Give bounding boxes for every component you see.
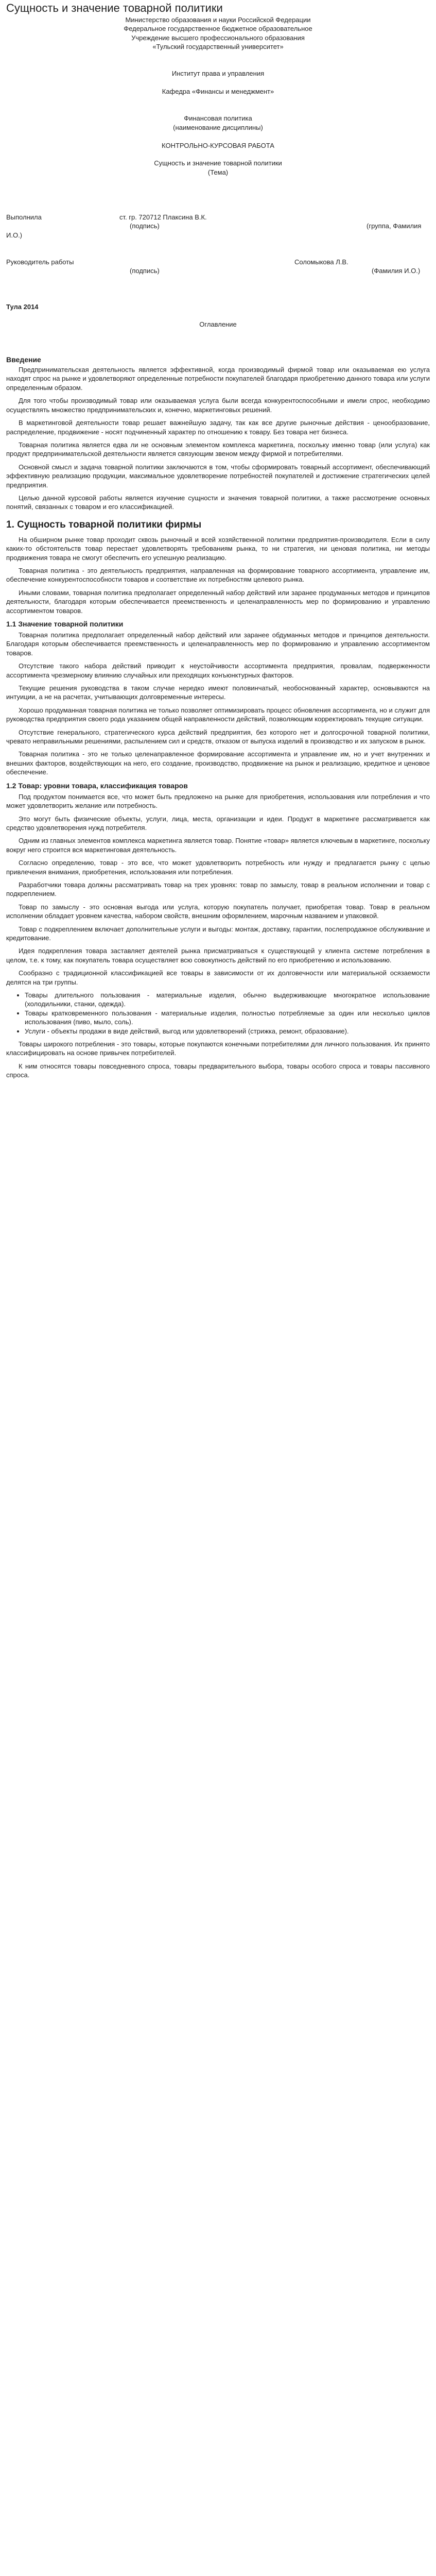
university-line: «Тульский государственный университет»: [152, 43, 284, 51]
student-info: ст. гр. 720712 Плаксина В.К.: [119, 213, 207, 221]
group-note: (группа, Фамилия: [367, 222, 422, 230]
subsection-paragraph: Текущие решения руководства в таком случае нередко имеют половинчатый, необоснованный характер, основываются на интуиции, а не на расчетах, учитывающих долговременные интересы.: [6, 684, 430, 701]
signature-note: (подпись): [130, 222, 160, 230]
subsection-paragraph: Отсутствие такого набора действий приводит к неустойчивости ассортимента предприятия, провалам, подверженности ассортимента чрезмерному влиянию случайных или преходящих конъюнктурных факторов.: [6, 662, 430, 679]
institution-type-line-2: Учреждение высшего профессионального образования: [131, 33, 305, 42]
supervisor-note: (Фамилия И.О.): [372, 267, 421, 275]
work-type-line: КОНТРОЛЬНО-КУРСОВАЯ РАБОТА: [162, 141, 274, 149]
section1-paragraph: На обширном рынке товар проходит сквозь рыночный и всей хозяйственной политики предприятия-производителя. Если в силу каких-то обстоятельств товар перестает удовлетворять требованиям рынка, то ни стратегия, ни ценовая политика, ни методы продвижения товара не смогут обеспечить его успешную реализацию.: [6, 535, 430, 562]
section1-body: [6, 535, 430, 615]
intro-paragraph: В маркетинговой деятельности товар решает важнейшую задачу, так как все другие рыночные действия - ценообразование, распределение, продвижение - носят подчиненный характер по отношению к товару. Без товара нет бизнеса.: [6, 419, 430, 436]
subsection-1-2-body: [6, 792, 430, 1080]
toc-heading: Оглавление: [199, 320, 237, 329]
intro-paragraph: Для того чтобы производимый товар или оказываемая услуга были всегда конкурентоспособными и имели спрос, необходимо осуществлять множество предпринимательских и, конечно, маркетинговых решений.: [6, 397, 430, 414]
list-item: • Товары длительного пользования - материальные изделия, обычно выдерживающие многократное использование (холодильники, станки, одежда).: [25, 991, 430, 1009]
discipline-note: (наименование дисциплины): [173, 123, 263, 131]
subsection-1-1-body: [6, 631, 430, 777]
subsection-paragraph: Идея подкрепления товара заставляет деятелей рынка присматриваться к существующей у клиента системе потребления в целом, т.е. к тому, как покупатель товара осуществляет всю совокупность действий по его приобретению и использованию.: [6, 947, 430, 964]
topic-line: Сущность и значение товарной политики: [154, 159, 282, 167]
intro-paragraph: Основной смысл и задача товарной политики заключаются в том, чтобы сформировать товарный ассортимент, обеспечивающий эффективную реализацию продукции, максимальное удовлетворение потребностей покупателей и достижение стратегических целей предприятия.: [6, 463, 430, 489]
supervisor-name: Соломыкова Л.В.: [294, 258, 348, 266]
student-row: [6, 213, 430, 222]
intro-paragraph: Целью данной курсовой работы является изучение сущности и значения товарной политики, а также рассмотрение основных понятий, связанных с товаром и его классификацией.: [6, 494, 430, 511]
student-label: Выполнила: [6, 213, 42, 221]
ministry-line: Министерство образования и науки Российской Федерации: [125, 16, 311, 24]
section1-paragraph: Иными словами, товарная политика предполагает определенный набор действий или заранее продуманных методов и принципов деятельности, благодаря которым обеспечивается преемственность и целенаправленность мер по формированию и управлению ассортиментом товаров.: [6, 588, 430, 615]
subsection-paragraph: Товар с подкреплением включает дополнительные услуги и выгоды: монтаж, доставку, гарантии, послепродажное обслуживание и кредитование.: [6, 925, 430, 942]
subsection-paragraph: Сообразно с традиционной классификацией все товары в зависимости от их долговечности или материальной осязаемости делятся на три группы.: [6, 969, 430, 986]
subsection-paragraph: Товарная политика предполагает определенный набор действий или заранее обдуманных методов и принципов деятельности. Благодаря которым обеспечивается преемственность и целенаправленность мер по формированию и управлению ассортиментом товаров.: [6, 631, 430, 657]
list-item: • Услуги - объекты продажи в виде действий, выгод или удовлетворений (стрижка, ремонт, образование).: [25, 1027, 430, 1036]
supervisor-row: [6, 258, 430, 266]
subsection-paragraph: Товарная политика - это не только целенаправленное формирование ассортимента и управление им, но и учет внутренних и внешних факторов, воздействующих на него, его создание, производство, продвижение на рынок и реализацию, кредитное и ценовое обеспечение.: [6, 750, 430, 776]
intro-body: [6, 365, 430, 512]
goods-durability-list: [6, 991, 430, 1036]
subsection-paragraph: Товары широкого потребления - это товары, которые покупаются конечными потребителями для личного пользования. Их принято классифицировать на основе привычек потребителей.: [6, 1040, 430, 1057]
subsection-paragraph: Хорошо продуманная товарная политика не только позволяет оптимизировать процесс обновления ассортимента, но и служит для руководства предприятия своего рода указанием общей направленности действий, позволяющим корректировать текущие ситуации.: [6, 706, 430, 723]
initials-row: [6, 231, 430, 240]
student-notes-row: [6, 222, 430, 230]
subsection-1-2-heading: 1.2 Товар: уровни товара, классификация товаров: [6, 781, 188, 790]
subsection-paragraph: Разработчики товара должны рассматривать товар на трех уровнях: товар по замыслу, товар в реальном исполнении и товар с подкреплением.: [6, 880, 430, 898]
intro-heading: Введение: [6, 355, 41, 364]
city-year: Тула 2014: [6, 302, 39, 311]
subsection-paragraph: Это могут быть физические объекты, услуги, лица, места, организации и идеи. Продукт в маркетинге рассматривается как средство удовлетворения нужд потребителя.: [6, 815, 430, 832]
institute-line: Институт права и управления: [171, 70, 265, 78]
subsection-1-1-heading: 1.1 Значение товарной политики: [6, 620, 124, 628]
title-page: [6, 15, 430, 347]
page-title: Сущность и значение товарной политики: [6, 2, 223, 14]
list-item: • Товары кратковременного пользования - материальные изделия, полностью потребляемые за один или несколько циклов использования (пиво, мыло, соль).: [25, 1009, 430, 1027]
discipline-line: Финансовая политика: [184, 114, 252, 123]
section1-heading: 1. Сущность товарной политики фирмы: [6, 519, 202, 530]
signature-note-2: (подпись): [130, 267, 160, 275]
subsection-paragraph: Отсутствие генерального, стратегического курса действий предприятия, без которого нет и долгосрочной товарной политики, чревато неправильными решениями, распылением сил и средств, отказом от выпуска изделий в производство и их запуском в рынок.: [6, 728, 430, 745]
intro-paragraph: Предпринимательская деятельность является эффективной, когда производимый фирмой товар или оказываемая ею услуга находят спрос на рынке и удовлетворяют определенные потребности покупателей благодаря приобретению данного товара или услуги определенным образом.: [6, 366, 430, 392]
topic-note: (Тема): [207, 168, 229, 176]
section1-paragraph: Товарная политика - это деятельность предприятия, направленная на формирование товарного ассортимента, управление им, обеспечение конкурентоспособности товаров и соответствие их потребностям целевого рынка.: [6, 566, 430, 584]
initials-note: И.О.): [6, 231, 23, 239]
supervisor-label: Руководитель работы: [6, 258, 74, 266]
department-line: Кафедра «Финансы и менеджмент»: [162, 88, 274, 96]
supervisor-notes-row: [6, 266, 430, 275]
subsection-paragraph: Товар по замыслу - это основная выгода или услуга, которую покупатель получает, приобретая товар. Товар в реальном исполнении обладает уровнем качества, набором свойств, внешним оформлением, марочным названием и упаковкой.: [6, 903, 430, 920]
intro-paragraph: Товарная политика является едва ли не основным элементом комплекса маркетинга, поскольку именно товар (или услуга) как продукт предпринимательской деятельности является связующим звеном между фирмой и потребителями.: [6, 440, 430, 458]
subsection-paragraph: Под продуктом понимается все, что может быть предложено на рынке для приобретения, использования или потребления и что может удовлетворить желание или потребность.: [6, 792, 430, 810]
institution-type-line-1: Федеральное государственное бюджетное образовательное: [124, 25, 312, 33]
subsection-paragraph: Одним из главных элементов комплекса маркетинга является товар. Понятие «товар» является ключевым в маркетинге, поскольку вокруг него строится вся маркетинговая деятельность.: [6, 837, 430, 854]
subsection-paragraph: К ним относятся товары повседневного спроса, товары предварительного выбора, товары особого спроса и товары пассивного спроса.: [6, 1062, 430, 1079]
subsection-paragraph: Согласно определению, товар - это все, что может удовлетворить потребность или нужду и предлагается рынку с целью привлечения внимания, приобретения, использования или потребления.: [6, 859, 430, 876]
